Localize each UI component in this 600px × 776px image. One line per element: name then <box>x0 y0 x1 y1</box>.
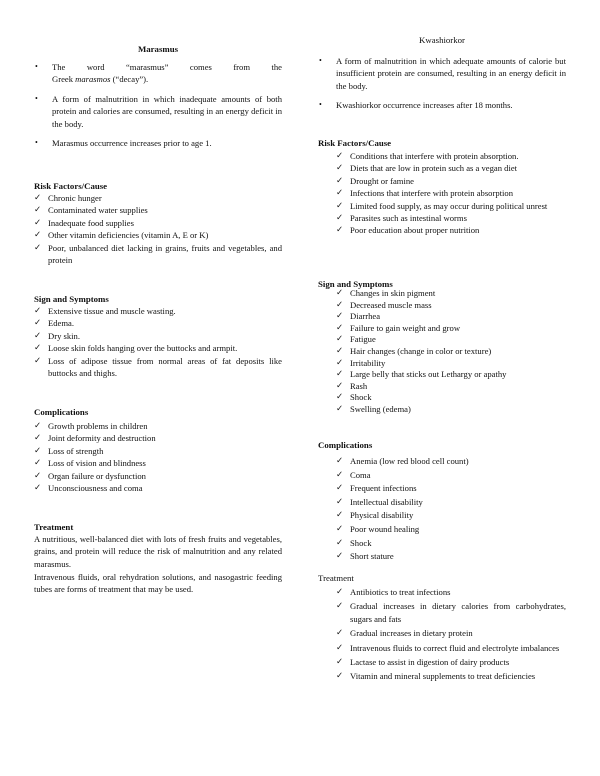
marasmus-title: Marasmus <box>137 44 179 54</box>
list-item: ✓ Growth problems in children <box>34 421 148 431</box>
kwashiorkor-complications-heading: Complications <box>318 440 373 450</box>
check-icon: ✓ <box>34 205 42 216</box>
check-icon: ✓ <box>336 369 344 380</box>
list-item: ✓ Loss of adipose tissue from normal areas of fat deposits like buttocks and thighs. <box>34 355 282 379</box>
kwashiorkor-treatment-list <box>318 586 566 683</box>
check-icon: ✓ <box>336 175 344 186</box>
list-item: ✓ Fatigue <box>336 334 376 345</box>
list-item: ✓ Changes in skin pigment <box>336 288 436 298</box>
marasmus-risk-list <box>34 192 282 266</box>
check-icon: ✓ <box>336 496 344 507</box>
bullet-icon: • <box>319 100 322 110</box>
check-icon: ✓ <box>336 322 344 333</box>
list-item <box>34 93 282 130</box>
check-icon: ✓ <box>336 380 344 391</box>
marasmus-signs-heading: Sign and Symptoms <box>34 294 109 304</box>
check-icon: ✓ <box>336 200 344 211</box>
list-text: Marasmus occurrence increases prior to age 1. <box>52 138 212 149</box>
list-item <box>34 137 282 149</box>
check-icon: ✓ <box>336 345 344 356</box>
check-icon: ✓ <box>34 483 42 494</box>
list-item: ✓ Large belly that sticks out Lethargy or apathy <box>336 369 507 380</box>
kwashiorkor-title: Kwashiorkor <box>419 35 465 45</box>
check-icon: ✓ <box>336 483 344 494</box>
check-icon: ✓ <box>336 299 344 310</box>
list-item: ✓ Lactase to assist in digestion of dairy products <box>336 657 510 668</box>
check-icon: ✓ <box>336 213 344 224</box>
list-item: • Kwashiorkor occurrence increases after 18 months. <box>319 100 513 111</box>
list-item: ✓ Unconsciousness and coma <box>34 483 143 494</box>
check-icon: ✓ <box>336 537 344 548</box>
check-icon: ✓ <box>336 288 344 298</box>
list-item: ✓ Dry skin. <box>34 330 80 341</box>
list-item: ✓ Diarrhea <box>336 311 381 322</box>
list-item: ✓ Conditions that interfere with protein absorption. <box>336 151 519 161</box>
check-icon: ✓ <box>34 217 42 228</box>
check-icon: ✓ <box>336 334 344 345</box>
kwashiorkor-treatment-heading: Treatment <box>318 573 354 583</box>
check-icon: ✓ <box>34 193 42 203</box>
list-item: ✓ Edema. <box>34 318 75 329</box>
list-item: ✓ Joint deformity and destruction <box>34 433 156 444</box>
list-item: ✓ Gradual increases in dietary protein <box>336 628 473 639</box>
list-item: ✓ Infections that interfere with protein absorption <box>336 188 513 199</box>
list-item: ✓ Gradual increases in dietary calories from carbohydrates, sugars and fats <box>336 601 566 624</box>
list-item: ✓ Parasites such as intestinal worms <box>336 213 467 224</box>
kwashiorkor-risk-heading: Risk Factors/Cause <box>318 138 392 148</box>
kwashiorkor-signs-heading: Sign and Symptoms <box>318 279 393 289</box>
list-item: ✓ Antibiotics to treat infections <box>336 587 451 597</box>
check-icon: ✓ <box>336 151 344 161</box>
check-icon: ✓ <box>336 311 344 322</box>
check-icon: ✓ <box>336 523 344 534</box>
check-icon: ✓ <box>336 628 344 639</box>
check-icon: ✓ <box>34 306 42 316</box>
check-icon: ✓ <box>34 355 42 366</box>
check-icon: ✓ <box>34 458 42 469</box>
list-item: ✓ Anemia (low red blood cell count) <box>336 455 566 469</box>
bullet-icon: • <box>319 56 322 65</box>
list-item: ✓ Poor wound healing <box>336 523 566 537</box>
greek-word: marasmos <box>75 74 111 85</box>
check-icon: ✓ <box>336 403 344 414</box>
check-icon: ✓ <box>34 433 42 444</box>
bullet-icon: • <box>35 93 38 103</box>
check-icon: ✓ <box>34 445 42 456</box>
list-item: ✓ Decreased muscle mass <box>336 299 432 310</box>
marasmus-intro-list <box>34 61 282 149</box>
list-text: A form of malnutrition in which inadequate amounts of both protein and calories are consumed, resulting in an energy deficit in the body. <box>52 93 282 129</box>
marasmus-complications-list <box>34 420 282 494</box>
list-item: ✓ Extensive tissue and muscle wasting. <box>34 306 176 316</box>
marasmus-treatment-para-2: Intravenous fluids, oral rehydration solutions, and nasogastric feeding tubes are forms of treatment that may be used. <box>34 572 282 595</box>
marasmus-treatment-para-1: A nutritious, well-balanced diet with lots of fresh fruits and vegetables, grains, and protein will reduce the risk of malnutrition and any related marasmus. <box>34 534 282 569</box>
list-item: ✓ Poor education about proper nutrition <box>336 225 480 236</box>
list-item: ✓ Vitamin and mineral supplements to treat deficiencies <box>336 671 536 682</box>
intro-line: The word “marasmus” comes from the <box>52 62 282 72</box>
list-item: ✓ Irritability <box>336 357 386 368</box>
list-item: ✓ Loose skin folds hanging over the buttocks and armpit. <box>34 343 238 354</box>
list-item: ✓ Frequent infections <box>336 482 566 496</box>
bullet-icon: • <box>35 62 38 71</box>
list-item: ✓ Organ failure or dysfunction <box>34 470 146 481</box>
list-item: ✓ Intellectual disability <box>336 496 566 510</box>
list-item: ✓ Poor, unbalanced diet lacking in grains, fruits and vegetables, and protein <box>34 242 282 266</box>
check-icon: ✓ <box>336 456 344 466</box>
check-icon: ✓ <box>34 470 42 481</box>
bullet-icon: • <box>35 138 38 148</box>
kwashiorkor-intro-list <box>318 55 566 112</box>
marasmus-signs-list <box>34 305 282 379</box>
check-icon: ✓ <box>336 188 344 199</box>
marasmus-complications-heading: Complications <box>34 407 89 417</box>
check-icon: ✓ <box>34 330 42 341</box>
list-item: ✓ Physical disability <box>336 509 566 523</box>
list-item: ✓ Other vitamin deficiencies (vitamin A, E or K) <box>34 230 209 241</box>
kwashiorkor-complications-list <box>318 455 566 564</box>
check-icon: ✓ <box>336 587 344 597</box>
check-icon: ✓ <box>336 642 344 653</box>
list-item: ✓ Intravenous fluids to correct fluid and electrolyte imbalances <box>336 642 560 653</box>
list-item <box>34 61 282 86</box>
check-icon: ✓ <box>336 225 344 236</box>
list-item: ✓ Shock <box>336 537 566 551</box>
list-item: ✓ Swelling (edema) <box>336 403 411 414</box>
list-item: ✓ Hair changes (change in color or texture) <box>336 345 492 356</box>
check-icon: ✓ <box>336 510 344 521</box>
check-icon: ✓ <box>336 671 344 682</box>
check-icon: ✓ <box>34 318 42 329</box>
check-icon: ✓ <box>34 343 42 354</box>
check-icon: ✓ <box>336 163 344 174</box>
list-item: ✓ Loss of strength <box>34 445 104 456</box>
check-icon: ✓ <box>336 551 344 562</box>
check-icon: ✓ <box>336 657 344 668</box>
list-item: ✓ Loss of vision and blindness <box>34 458 146 469</box>
list-item: ✓ Coma <box>336 469 566 483</box>
check-icon: ✓ <box>336 392 344 403</box>
check-icon: ✓ <box>336 469 344 480</box>
check-icon: ✓ <box>336 357 344 368</box>
list-item: ✓ Drought or famine <box>336 175 414 186</box>
kwashiorkor-risk-list <box>318 150 566 237</box>
list-item: ✓ Failure to gain weight and grow <box>336 322 461 333</box>
kwashiorkor-signs-list <box>318 288 566 416</box>
check-icon: ✓ <box>336 601 344 612</box>
list-item: ✓ Chronic hunger <box>34 193 102 203</box>
list-item: ✓ Limited food supply, as may occur during political unrest <box>336 200 548 211</box>
marasmus-treatment-heading: Treatment <box>34 522 74 532</box>
list-item: ✓ Rash <box>336 380 368 391</box>
list-item: ✓ Short stature <box>336 550 566 564</box>
check-icon: ✓ <box>34 421 42 431</box>
list-item: ✓ Shock <box>336 392 372 403</box>
intro-line: Greek marasmos (“decay”). <box>52 74 149 85</box>
list-item: • A form of malnutrition in which adequate amounts of calorie but insufficient protein are consumed, resulting in an energy deficit in the body. <box>319 56 566 91</box>
list-item: ✓ Inadequate food supplies <box>34 217 134 228</box>
check-icon: ✓ <box>34 242 42 253</box>
check-icon: ✓ <box>34 230 42 241</box>
list-item: ✓ Contaminated water supplies <box>34 205 148 216</box>
list-item: ✓ Diets that are low in protein such as a vegan diet <box>336 163 518 174</box>
marasmus-risk-heading: Risk Factors/Cause <box>34 181 108 191</box>
